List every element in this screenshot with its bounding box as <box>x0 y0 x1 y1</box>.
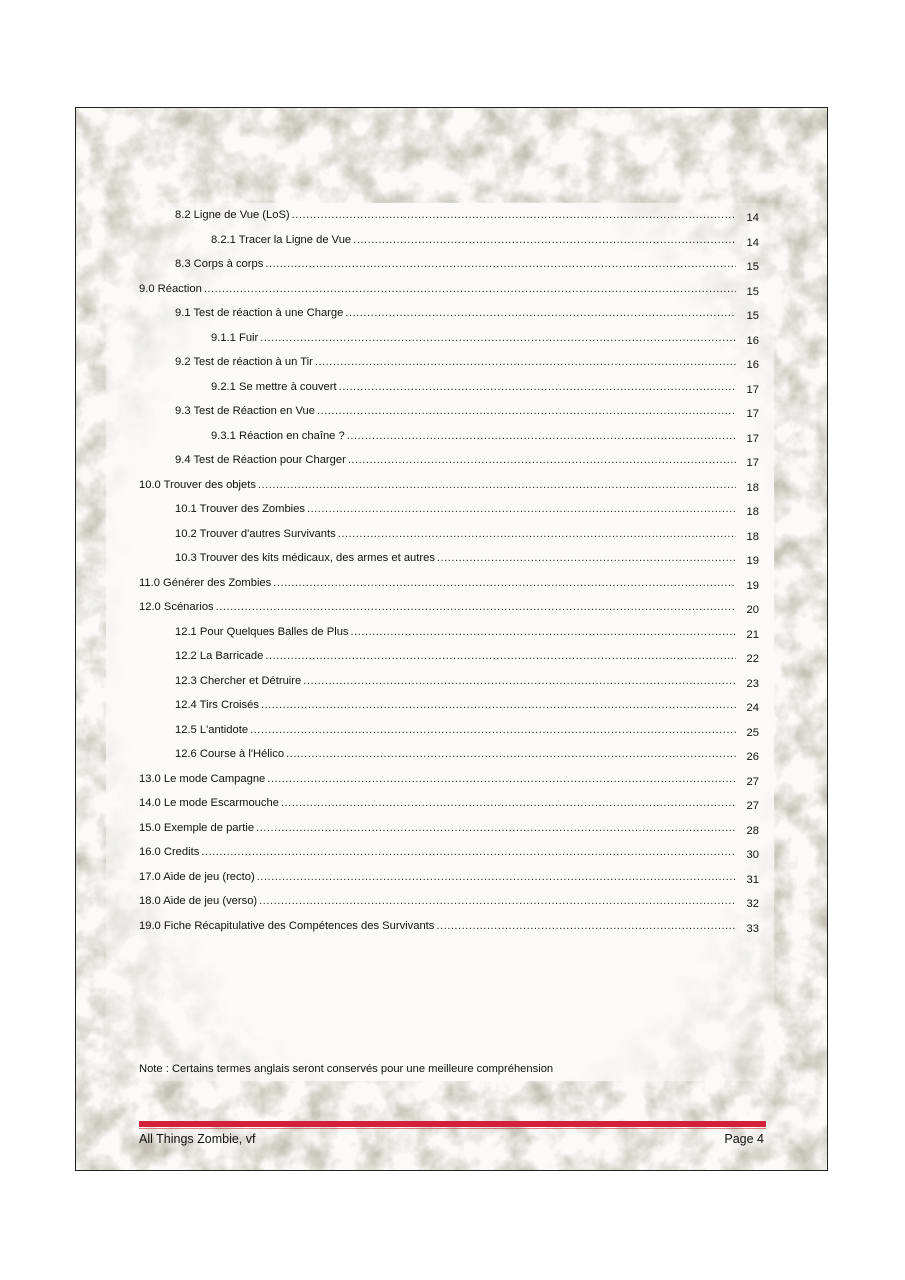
toc-entry-page: 26 <box>746 751 759 763</box>
toc-entry-line <box>175 698 736 713</box>
toc-leader-dots <box>250 723 736 738</box>
toc-entry-page: 25 <box>746 726 759 739</box>
toc-entry-page: 27 <box>746 800 759 812</box>
toc-entry[interactable] <box>139 576 764 601</box>
toc-entry-page: 21 <box>746 628 759 641</box>
toc-entry-label: 9.2.1 Se mettre à couvert <box>211 380 337 393</box>
toc-entry[interactable] <box>139 600 764 625</box>
toc-entry-line <box>211 233 736 248</box>
toc-entry-line <box>175 723 736 738</box>
toc-entry-page: 17 <box>746 408 759 420</box>
toc-entry[interactable] <box>139 282 764 307</box>
toc-entry-page: 20 <box>746 604 759 616</box>
toc-entry-label: 9.3.1 Réaction en chaîne ? <box>211 429 345 442</box>
toc-leader-dots <box>347 429 736 444</box>
toc-entry-page: 30 <box>746 849 759 861</box>
toc-entry-line <box>139 772 736 787</box>
toc-entry-line <box>139 845 736 860</box>
toc-entry[interactable] <box>139 380 764 405</box>
toc-leader-dots <box>267 772 736 787</box>
toc-entry[interactable] <box>139 453 764 478</box>
toc-entry[interactable] <box>139 478 764 503</box>
toc-entry-label: 8.2 Ligne de Vue (LoS) <box>175 209 290 221</box>
toc-entry-line <box>139 478 736 493</box>
toc-entry[interactable] <box>139 845 764 870</box>
toc-entry-line <box>175 527 736 542</box>
toc-leader-dots <box>315 355 736 370</box>
toc-entry-line <box>211 380 736 395</box>
toc-entry[interactable] <box>139 674 764 699</box>
toc-entry-line <box>175 453 736 468</box>
toc-leader-dots <box>345 306 736 321</box>
toc-entry[interactable] <box>139 649 764 674</box>
toc-entry-page: 24 <box>746 702 759 714</box>
toc-entry-label: 10.3 Trouver des kits médicaux, des armes et autres <box>175 552 435 564</box>
toc-entry-line <box>175 355 736 370</box>
toc-entry-page: 18 <box>746 506 759 518</box>
toc-entry[interactable] <box>139 233 764 258</box>
toc-entry-page: 19 <box>746 555 759 567</box>
toc-entry-label: 12.5 L'antidote <box>175 723 249 736</box>
toc-entry[interactable] <box>139 429 764 454</box>
table-of-contents <box>139 208 764 943</box>
toc-entry-line <box>175 551 736 566</box>
toc-leader-dots <box>265 649 736 664</box>
toc-leader-dots <box>261 698 736 713</box>
toc-leader-dots <box>339 380 736 395</box>
toc-entry-page: 23 <box>746 677 759 690</box>
toc-leader-dots <box>257 870 736 885</box>
toc-entry[interactable] <box>139 404 764 429</box>
toc-entry-label: 9.1.1 Fuir <box>211 331 259 344</box>
toc-entry-line <box>175 625 736 640</box>
toc-leader-dots <box>216 600 736 615</box>
toc-leader-dots <box>353 233 736 248</box>
toc-entry-page: 18 <box>746 481 759 494</box>
toc-entry-line <box>175 649 736 664</box>
toc-leader-dots <box>258 478 736 493</box>
toc-entry-line <box>139 919 736 934</box>
toc-entry-label: 12.1 Pour Quelques Balles de Plus <box>175 625 349 638</box>
toc-entry-label: 19.0 Fiche Récapitulative des Compétences des Survivants <box>139 919 435 932</box>
toc-entry-label: 12.3 Chercher et Détruire <box>175 674 302 687</box>
toc-leader-dots <box>307 502 736 517</box>
toc-entry-line <box>175 404 736 419</box>
toc-leader-dots <box>351 625 736 640</box>
toc-entry-label: 9.2 Test de réaction à un Tir <box>175 356 313 368</box>
toc-entry-page: 18 <box>746 530 759 543</box>
toc-leader-dots <box>259 894 736 909</box>
toc-entry[interactable] <box>139 625 764 650</box>
toc-leader-dots <box>437 551 736 566</box>
toc-entry[interactable] <box>139 723 764 748</box>
toc-leader-dots <box>281 796 736 811</box>
toc-entry-label: 15.0 Exemple de partie <box>139 821 255 834</box>
toc-leader-dots <box>201 845 736 860</box>
toc-entry-page: 16 <box>746 334 759 347</box>
toc-leader-dots <box>265 257 736 272</box>
toc-entry-page: 17 <box>746 432 759 445</box>
toc-entry[interactable] <box>139 527 764 552</box>
toc-entry-label: 9.4 Test de Réaction pour Charger <box>175 454 346 466</box>
toc-leader-dots <box>317 404 736 419</box>
toc-entry[interactable] <box>139 331 764 356</box>
toc-entry-page: 15 <box>746 285 759 298</box>
toc-entry-line <box>139 870 736 885</box>
toc-entry[interactable] <box>139 894 764 919</box>
toc-entry-page: 32 <box>746 898 759 910</box>
toc-entry-line <box>139 796 736 811</box>
toc-entry-page: 17 <box>746 383 759 396</box>
toc-entry-line <box>175 257 736 272</box>
toc-entry-label: 8.3 Corps à corps <box>175 258 264 270</box>
toc-entry-line <box>211 331 736 346</box>
toc-entry-line <box>211 429 736 444</box>
toc-entry-line <box>175 502 736 517</box>
toc-entry-page: 14 <box>746 212 759 224</box>
toc-entry-label: 8.2.1 Tracer la Ligne de Vue <box>211 233 352 246</box>
toc-entry-label: 9.3 Test de Réaction en Vue <box>175 405 315 417</box>
toc-entry-page: 31 <box>746 873 759 886</box>
toc-entry-label: 16.0 Credits <box>139 846 200 858</box>
toc-entry-label: 10.2 Trouver d'autres Survivants <box>175 527 336 540</box>
document-page <box>75 107 828 1171</box>
footer-page-number: Page 4 <box>724 1132 764 1146</box>
toc-leader-dots <box>436 919 736 934</box>
toc-entry-page: 16 <box>746 359 759 371</box>
toc-leader-dots <box>273 576 736 591</box>
toc-entry-label: 9.1 Test de réaction à une Charge <box>175 307 344 319</box>
toc-entry-line <box>175 306 736 321</box>
toc-entry[interactable] <box>139 919 764 944</box>
toc-leader-dots <box>204 282 736 297</box>
toc-leader-dots <box>292 208 736 223</box>
toc-entry[interactable] <box>139 257 764 282</box>
toc-entry[interactable] <box>139 870 764 895</box>
toc-entry-page: 15 <box>746 261 759 273</box>
toc-entry-label: 9.0 Réaction <box>139 282 202 295</box>
toc-leader-dots <box>256 821 736 836</box>
toc-entry[interactable] <box>139 208 764 233</box>
toc-entry-label: 10.0 Trouver des objets <box>139 478 256 491</box>
toc-entry-page: 17 <box>746 457 759 469</box>
footer-document-title: All Things Zombie, vf <box>139 1132 256 1146</box>
note-text: Note : Certains termes anglais seront conservés pour une meilleure compréhension <box>139 1063 554 1075</box>
toc-entry-label: 18.0 Aide de jeu (verso) <box>139 895 258 907</box>
toc-entry[interactable] <box>139 355 764 380</box>
toc-entry-line <box>139 821 736 836</box>
toc-leader-dots <box>348 453 736 468</box>
toc-entry-line <box>175 208 736 223</box>
toc-entry-page: 28 <box>746 824 759 837</box>
toc-entry[interactable] <box>139 551 764 576</box>
toc-entry-page: 27 <box>746 775 759 788</box>
toc-entry[interactable] <box>139 306 764 331</box>
toc-entry[interactable] <box>139 772 764 797</box>
toc-entry[interactable] <box>139 796 764 821</box>
toc-entry[interactable] <box>139 821 764 846</box>
toc-entry-label: 10.1 Trouver des Zombies <box>175 503 305 515</box>
toc-leader-dots <box>286 747 736 762</box>
toc-entry-label: 11.0 Générer des Zombies <box>139 576 272 589</box>
toc-entry[interactable] <box>139 747 764 772</box>
toc-entry-label: 12.6 Course à l'Hélico <box>175 748 285 760</box>
footer-red-rule <box>139 1121 766 1127</box>
toc-entry-label: 14.0 Le mode Escarmouche <box>139 797 279 809</box>
footer-red-rule-thin <box>139 1128 766 1129</box>
toc-entry-label: 13.0 Le mode Campagne <box>139 772 266 785</box>
toc-entry[interactable] <box>139 698 764 723</box>
toc-entry-line <box>175 674 736 689</box>
toc-entry-line <box>139 576 736 591</box>
toc-entry-page: 33 <box>746 922 759 935</box>
toc-entry-label: 12.4 Tirs Croisés <box>175 699 259 711</box>
toc-entry[interactable] <box>139 502 764 527</box>
toc-leader-dots <box>338 527 736 542</box>
toc-entry-page: 22 <box>746 653 759 665</box>
toc-entry-page: 15 <box>746 310 759 322</box>
toc-entry-line <box>139 894 736 909</box>
toc-leader-dots <box>260 331 736 346</box>
toc-entry-line <box>139 282 736 297</box>
toc-entry-page: 14 <box>746 236 759 249</box>
toc-entry-line <box>175 747 736 762</box>
toc-entry-label: 17.0 Aide de jeu (recto) <box>139 870 255 883</box>
toc-leader-dots <box>303 674 736 689</box>
toc-entry-line <box>139 600 736 615</box>
toc-entry-page: 19 <box>746 579 759 592</box>
toc-entry-label: 12.2 La Barricade <box>175 650 264 662</box>
toc-entry-label: 12.0 Scénarios <box>139 601 214 613</box>
